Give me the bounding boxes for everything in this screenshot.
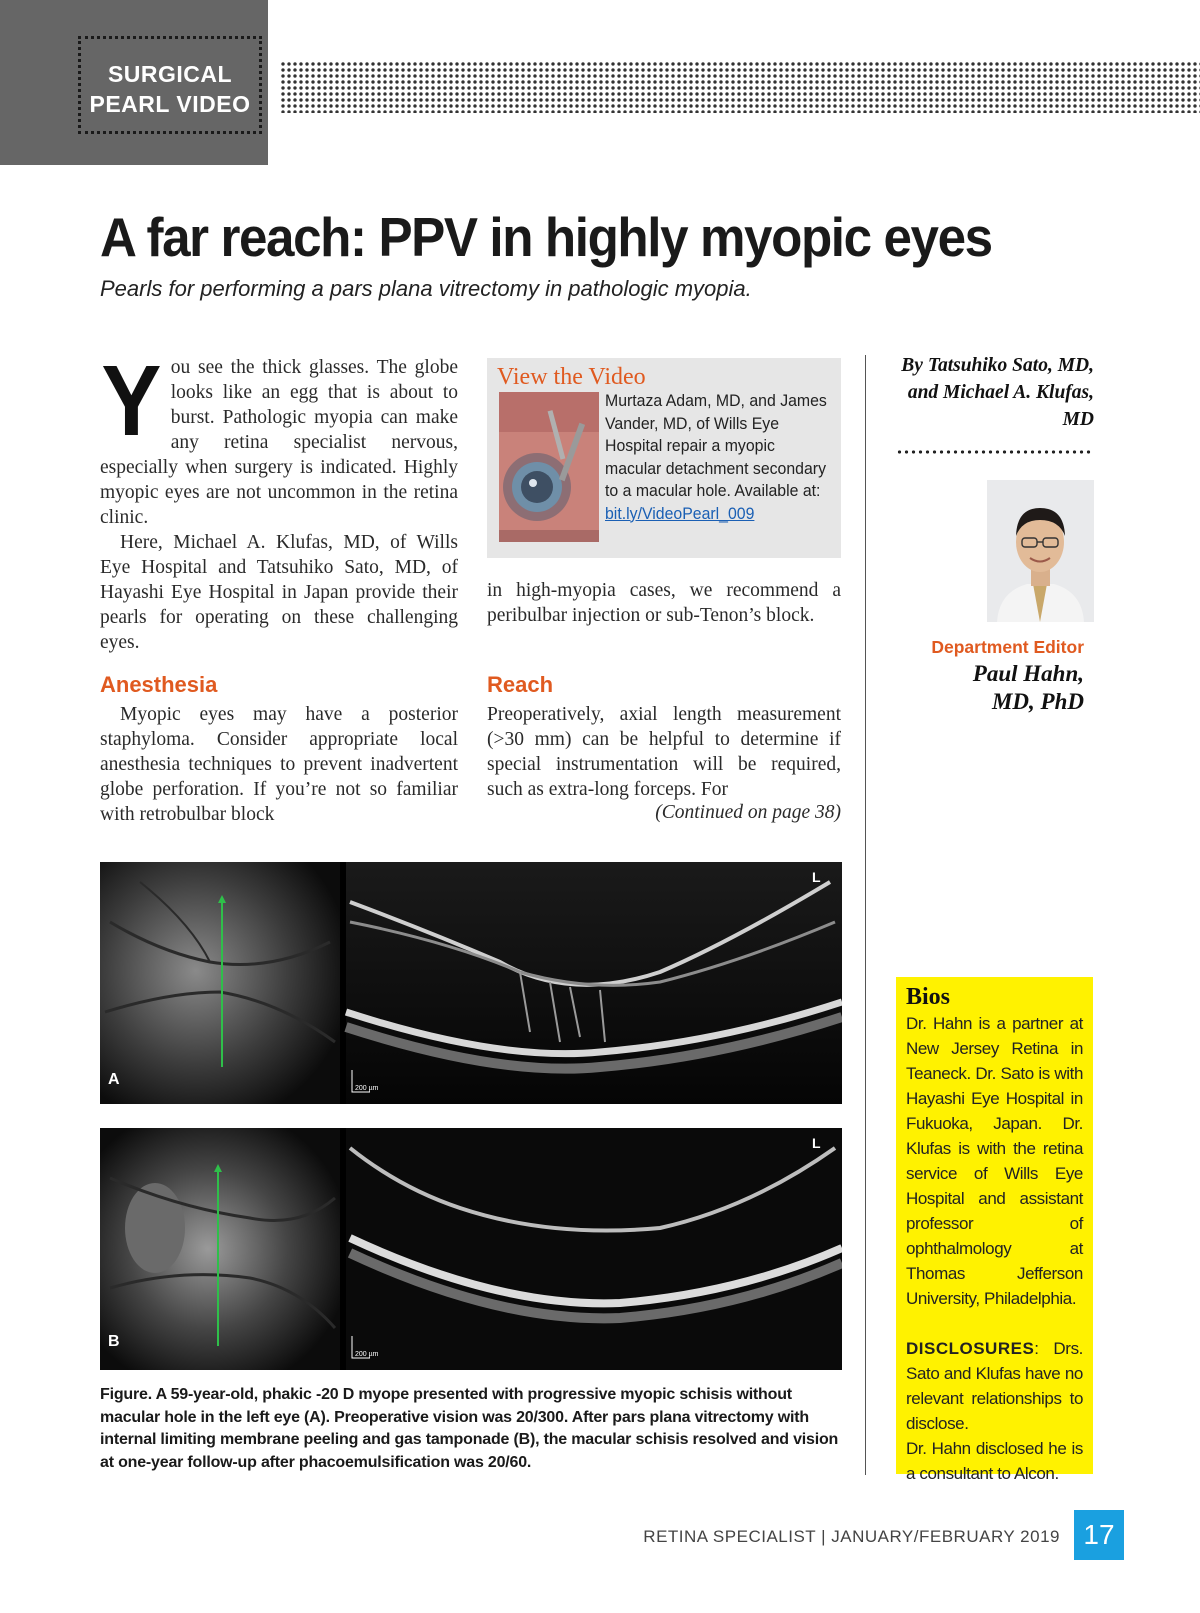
- editor-name-line1: Paul Hahn,: [972, 661, 1084, 686]
- sidebar-dotted-rule: [896, 449, 1092, 455]
- figure-panel-a: [100, 862, 842, 1104]
- video-description: Murtaza Adam, MD, and James Vander, MD, of Wills Eye Hospital repair a myopic macular detachment secondary to a macular hole. Available at:: [605, 392, 827, 500]
- department-editor-name: [880, 660, 1084, 716]
- bios-text: Dr. Hahn is a partner at New Jersey Retina in Teaneck. Dr. Sato is with Hayashi Eye Hospital in Fukuoka, Japan. Dr. Klufas is with the retina service of Wills Eye Hospital and assistant professor of ophthalmology at Thomas Jefferson University, Philadelphia.: [906, 1014, 1083, 1308]
- panel-a-scale: 200 µm: [355, 1085, 379, 1092]
- editor-name-line2: MD, PhD: [991, 689, 1084, 714]
- video-callout: [487, 358, 841, 558]
- panel-b-label: B: [108, 1333, 120, 1350]
- column-divider: [865, 355, 866, 1475]
- department-editor-label: Department Editor: [931, 637, 1084, 657]
- article-subtitle: Pearls for performing a pars plana vitrectomy in pathologic myopia.: [100, 276, 752, 301]
- surgery-video-thumbnail[interactable]: [499, 392, 599, 542]
- video-callout-text: [605, 390, 832, 525]
- figure-caption: Figure. A 59-year-old, phakic -20 D myope presented with progressive myopic schisis without macular hole in the left eye (A). Preoperative vision was 20/300. After pars plana vitrectomy with internal limiting membrane peeling and gas tamponade (B), the macular schisis resolved and vision at one-year follow-up after phacoemulsification was 20/60.: [100, 1386, 839, 1471]
- section-tag-text: [81, 59, 259, 119]
- panel-b-eye-label: L: [812, 1135, 821, 1151]
- dotted-header-band: [280, 61, 1200, 113]
- section-tag-line2: PEARL VIDEO: [89, 91, 251, 117]
- figure-panel-b: [100, 1128, 842, 1370]
- byline: By Tatsuhiko Sato, MD, and Michael A. Klufas, MD: [901, 355, 1094, 430]
- article-title: A far reach: PPV in highly myopic eyes: [100, 206, 992, 268]
- footer-publication: RETINA SPECIALIST | JANUARY/FEBRUARY 2019: [643, 1527, 1060, 1546]
- drop-cap: Y: [101, 345, 162, 457]
- panel-b-scale: 200 µm: [355, 1351, 379, 1358]
- section-tag: [0, 0, 268, 165]
- video-link[interactable]: bit.ly/VideoPearl_009: [605, 504, 755, 523]
- intro-paragraph-1: ou see the thick glasses. The globe looks like an egg that is about to burst. Pathologic myopia can make any retina specialist nervous, especially when surgery is indicated. Highly myopic eyes are not uncommon in the retina clinic.: [100, 357, 458, 528]
- panel-a-eye-label: L: [812, 869, 821, 885]
- continued-notice: (Continued on page 38): [655, 802, 841, 823]
- column2-continuation: in high-myopia cases, we recommend a peribulbar injection or sub-Tenon’s block.: [487, 580, 841, 626]
- section-tag-line1: SURGICAL: [107, 61, 233, 87]
- intro-column: [100, 345, 458, 655]
- panel-a-label: A: [108, 1071, 120, 1088]
- page-number-badge: 17: [1074, 1510, 1124, 1560]
- disclosures-label: DISCLOSURES: [906, 1339, 1035, 1358]
- anesthesia-text: Myopic eyes may have a posterior staphyloma. Consider appropriate local anesthesia techniques to prevent inadvertent globe perforation. If you’re not so familiar with retrobulbar block: [100, 704, 458, 825]
- video-callout-title: View the Video: [497, 364, 646, 390]
- bios-box: [896, 977, 1093, 1483]
- editor-portrait-photo: [987, 480, 1094, 622]
- bios-title: Bios: [906, 984, 951, 1010]
- intro-paragraph-2: Here, Michael A. Klufas, MD, of Wills Eye Hospital and Tatsuhiko Sato, MD, of Hayashi Eye Hospital in Japan provide their pearls for operating on these challenging eyes.: [100, 532, 458, 653]
- reach-heading: Reach: [487, 672, 554, 697]
- reach-text: Preoperatively, axial length measurement (>30 mm) can be helpful to determine if special instrumentation will be required, such as extra-long forceps. For: [487, 704, 841, 800]
- section-tag-frame: [78, 36, 262, 134]
- disclosures: [906, 1336, 1083, 1436]
- disclosures-hahn: Dr. Hahn disclosed he is a consultant to Alcon.: [906, 1439, 1083, 1483]
- anesthesia-heading: Anesthesia: [100, 672, 218, 697]
- disclosures-text: : Drs. Sato and Klufas have no relevant relationships to disclose.: [906, 1339, 1083, 1433]
